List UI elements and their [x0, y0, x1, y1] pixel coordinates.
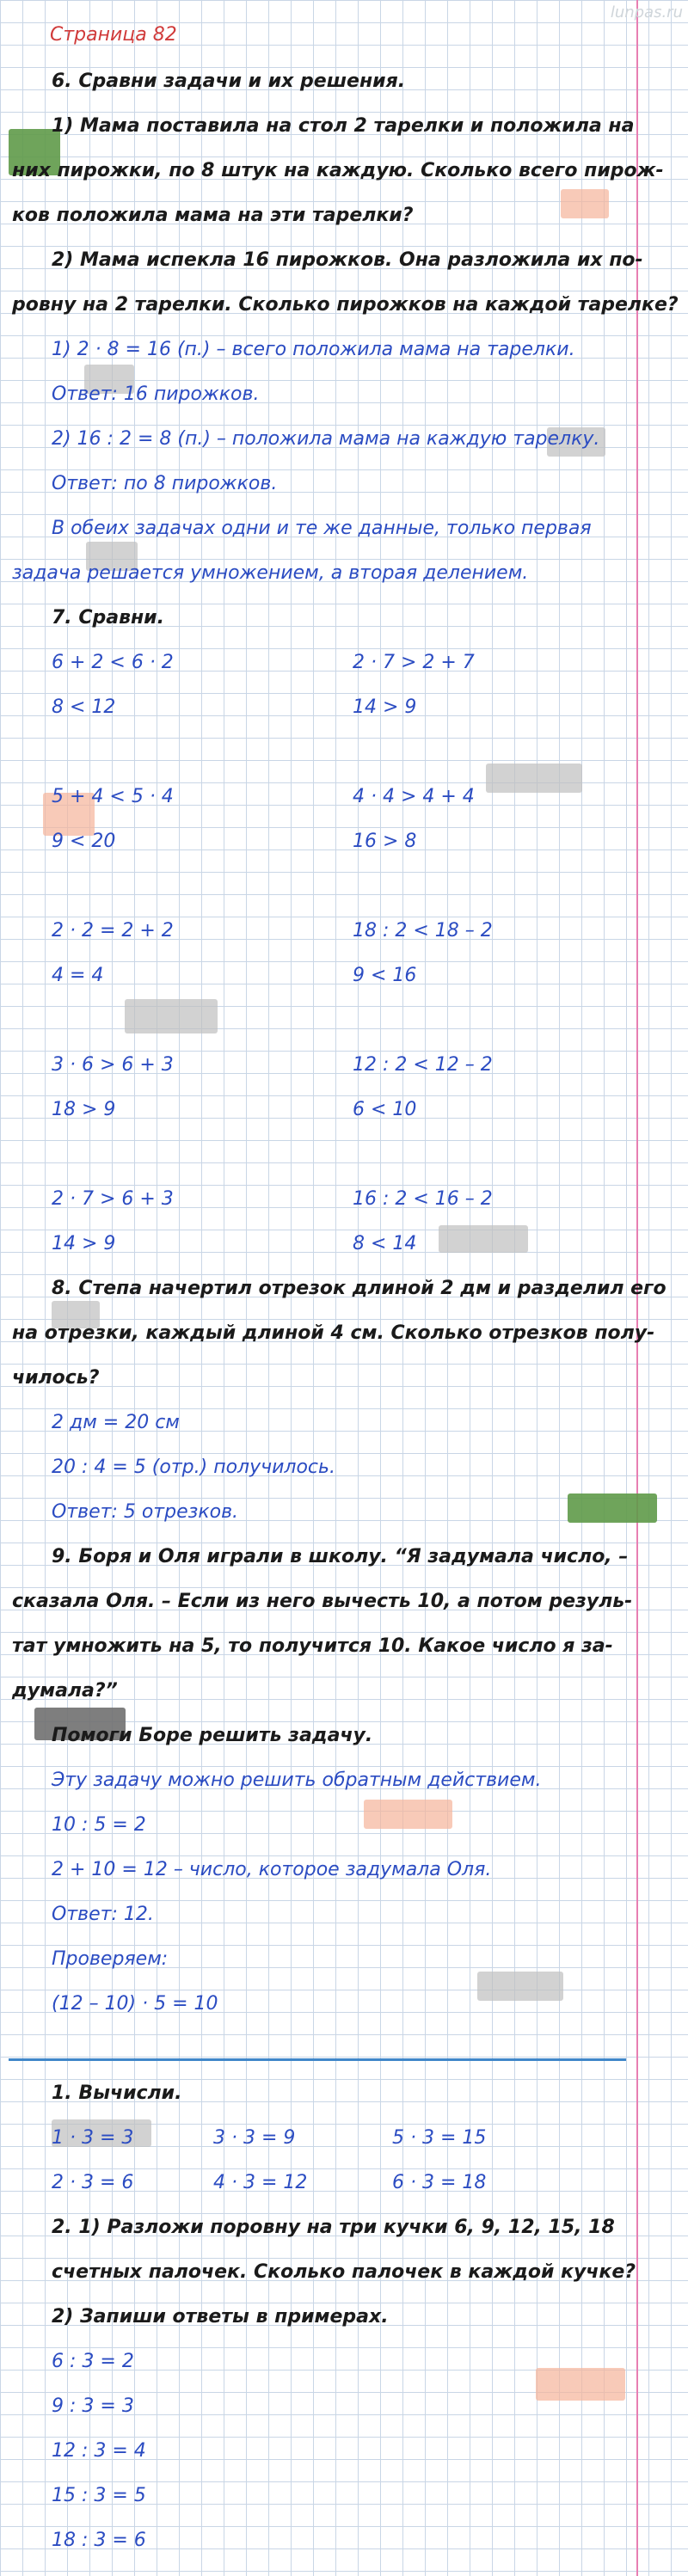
task8-line2: на отрезки, каждый длиной 4 см. Сколько отрезков полу- [12, 1322, 655, 1344]
comparison-expression: 2 · 7 > 6 + 3 [52, 1188, 174, 1210]
comparison-expression: 2 · 7 > 2 + 7 [353, 652, 475, 673]
task9-line5: Помоги Боре решить задачу. [52, 1725, 373, 1746]
task6-problem2-line2: ровну на 2 тарелки. Сколько пирожков на каждой тарелке? [12, 294, 679, 316]
comparison-expression: 12 : 2 < 12 – 2 [353, 1054, 493, 1076]
division-answer: 12 : 3 = 4 [52, 2440, 146, 2462]
task8-line1: 8. Степа начертил отрезок длиной 2 дм и разделил его [52, 1278, 666, 1299]
page-title: Страница 82 [50, 24, 177, 46]
division-answer: 9 : 3 = 3 [52, 2395, 134, 2417]
comparison-result: 14 > 9 [353, 696, 417, 718]
comparison-result: 8 < 14 [353, 1233, 417, 1254]
task8-solution2: 20 : 4 = 5 (отр.) получилось. [52, 1457, 335, 1478]
watermark-badge [364, 1800, 452, 1829]
task6-solution2: 2) 16 : 2 = 8 (п.) – положила мама на каждую тарелку. [52, 428, 600, 450]
comparison-expression: 18 : 2 < 18 – 2 [353, 920, 493, 941]
watermark-badge [568, 1493, 657, 1523]
site-brand: lunpas.ru [610, 3, 683, 21]
comparison-expression: 2 · 2 = 2 + 2 [52, 920, 174, 941]
task6-problem2-line1: 2) Мама испекла 16 пирожков. Она разложила их по- [52, 249, 643, 271]
task8-solution1: 2 дм = 20 см [52, 1412, 180, 1433]
comparison-result: 6 < 10 [353, 1099, 417, 1120]
comparison-expression: 6 + 2 < 6 · 2 [52, 652, 174, 673]
comparison-result: 9 < 16 [353, 965, 417, 986]
task6-conclusion-line2: задача решается умножением, а вторая делением. [12, 562, 529, 584]
division-answer: 18 : 3 = 6 [52, 2530, 146, 2551]
comparison-expression: 5 + 4 < 5 · 4 [52, 786, 174, 807]
comparison-result: 8 < 12 [52, 696, 116, 718]
task7-title: 7. Сравни. [52, 607, 164, 629]
comparison-result: 4 = 4 [52, 965, 104, 986]
task9-line1: 9. Боря и Оля играли в школу. “Я задумала число, – [52, 1546, 629, 1567]
task6-solution1: 1) 2 · 8 = 16 (п.) – всего положила мама на тарелки. [52, 339, 575, 360]
comparison-result: 9 < 20 [52, 831, 116, 852]
multiplication-example: 3 · 3 = 9 [213, 2127, 296, 2149]
watermark-badge [536, 2368, 625, 2401]
section-divider [9, 2058, 626, 2061]
comparison-result: 14 > 9 [52, 1233, 116, 1254]
task6-answer2: Ответ: по 8 пирожков. [52, 473, 278, 494]
multiplication-example: 2 · 3 = 6 [52, 2172, 134, 2193]
watermark-badge [486, 764, 582, 793]
task2-line1: 2. 1) Разложи поровну на три кучки 6, 9, 12, 15, 18 [52, 2217, 615, 2238]
comparison-result: 18 > 9 [52, 1099, 116, 1120]
task8-line3: чилось? [12, 1367, 100, 1389]
task9-answer: Ответ: 12. [52, 1904, 154, 1925]
multiplication-example: 6 · 3 = 18 [392, 2172, 487, 2193]
task9-line2: сказала Оля. – Если из него вычесть 10, а потом резуль- [12, 1591, 633, 1612]
task6-answer1: Ответ: 16 пирожков. [52, 383, 260, 405]
task9-line3: тат умножить на 5, то получится 10. Какое число я за- [12, 1635, 613, 1657]
multiplication-example: 1 · 3 = 3 [52, 2127, 134, 2149]
task6-title: 6. Сравни задачи и их решения. [52, 71, 406, 92]
task9-solution3: 2 + 10 = 12 – число, которое задумала Оля. [52, 1859, 492, 1880]
task9-check-expression: (12 – 10) · 5 = 10 [52, 1993, 218, 2015]
task6-conclusion-line1: В обеих задачах одни и те же данные, только первая [52, 518, 592, 539]
watermark-badge [477, 1972, 563, 2001]
task6-problem1-line1: 1) Мама поставила на стол 2 тарелки и положила на [52, 115, 635, 137]
task9-check-label: Проверяем: [52, 1948, 169, 1970]
comparison-expression: 16 : 2 < 16 – 2 [353, 1188, 493, 1210]
division-answer: 6 : 3 = 2 [52, 2351, 134, 2372]
comparison-result: 16 > 8 [353, 831, 417, 852]
watermark-badge [125, 999, 218, 1033]
task1-title: 1. Вычисли. [52, 2082, 182, 2104]
task6-problem1-line3: ков положила мама на эти тарелки? [12, 205, 414, 226]
multiplication-example: 4 · 3 = 12 [213, 2172, 308, 2193]
watermark-badge [561, 189, 609, 218]
watermark-badge [439, 1225, 528, 1253]
comparison-expression: 4 · 4 > 4 + 4 [353, 786, 475, 807]
task9-line4: думала?” [12, 1680, 118, 1702]
multiplication-example: 5 · 3 = 15 [392, 2127, 487, 2149]
task9-solution1: Эту задачу можно решить обратным действием. [52, 1769, 542, 1791]
task8-answer: Ответ: 5 отрезков. [52, 1501, 239, 1523]
task9-solution2: 10 : 5 = 2 [52, 1814, 146, 1836]
comparison-expression: 3 · 6 > 6 + 3 [52, 1054, 174, 1076]
task6-problem1-line2: них пирожки, по 8 штук на каждую. Сколько всего пирож- [12, 160, 664, 181]
task2-line3: 2) Запиши ответы в примерах. [52, 2306, 389, 2328]
task2-line2: счетных палочек. Сколько палочек в каждой кучке? [52, 2261, 636, 2283]
division-answer: 15 : 3 = 5 [52, 2485, 146, 2506]
